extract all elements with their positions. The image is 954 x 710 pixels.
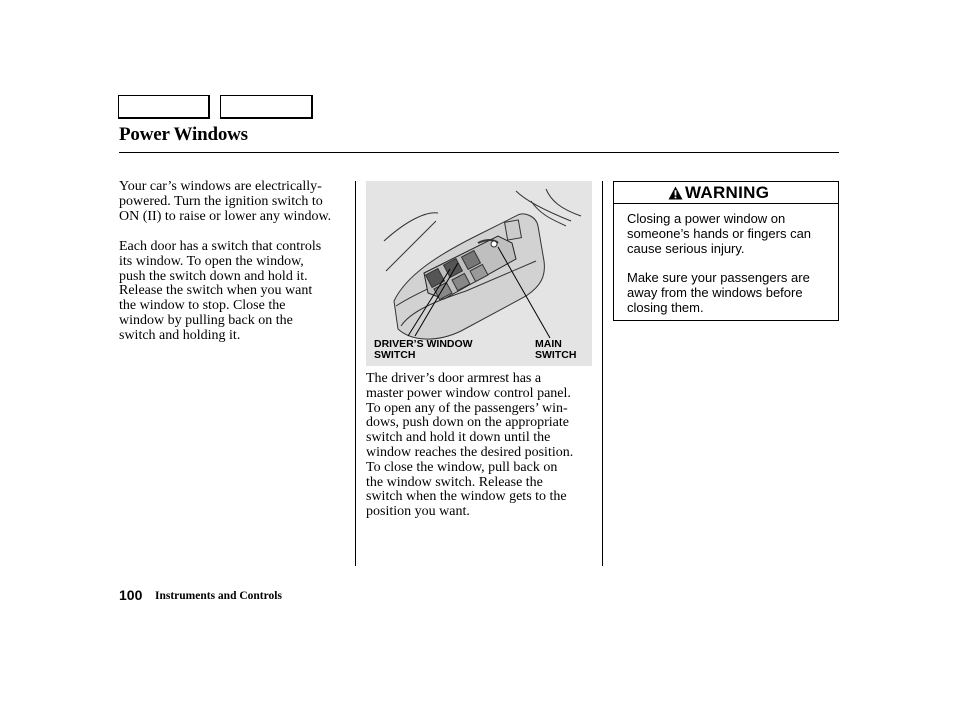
column-divider [355, 181, 356, 566]
main-switch-label: MAIN SWITCH [535, 338, 577, 361]
page-title: Power Windows [119, 124, 248, 145]
warning-triangle-icon [668, 186, 683, 200]
warning-heading: WARNING [685, 182, 770, 202]
warning-paragraph-2: Make sure your passengers are away from the windows before closing them. [627, 270, 810, 315]
nav-button-1[interactable] [118, 95, 210, 119]
master-panel-paragraph: The driver’s door armrest has a master power window control panel. To open any of the passengers’ win- dows, push down on the appropriate switch and hold it down until the window reaches the desired position. To close the window, pull back on the window switch. Release the switch when the window gets to the position you want. [366, 371, 574, 520]
section-name: Instruments and Controls [155, 590, 282, 602]
column-divider [602, 181, 603, 566]
intro-paragraph: Your car’s windows are electrically- powered. Turn the ignition switch to ON (II) to raise or lower any window. [119, 179, 332, 224]
nav-button-2[interactable] [220, 95, 313, 119]
page-number: 100 [119, 587, 143, 603]
door-switch-paragraph: Each door has a switch that controls its window. To open the window, push the switch down and hold it. Release the switch when you want the window to stop. Close the window by pulling back on the switch and holding it. [119, 239, 322, 343]
drivers-window-switch-label: DRIVER’S WINDOW SWITCH [374, 338, 473, 361]
warning-box [613, 181, 839, 321]
armrest-switch-illustration [366, 181, 592, 366]
warning-header [614, 182, 838, 204]
title-rule [119, 152, 839, 153]
warning-paragraph-1: Closing a power window on someone’s hands or fingers can cause serious injury. [627, 211, 812, 256]
